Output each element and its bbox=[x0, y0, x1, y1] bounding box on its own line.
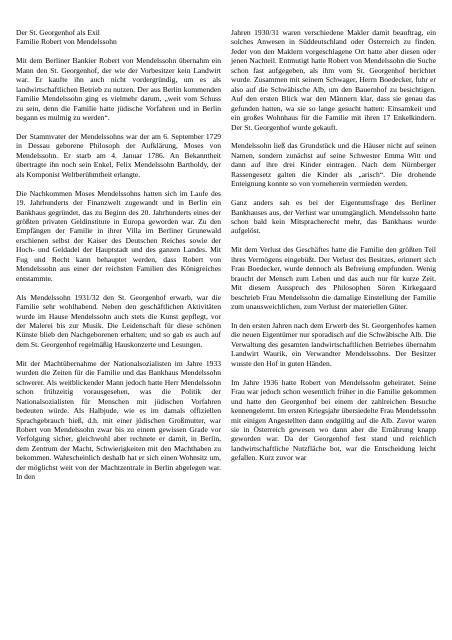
paragraph: Die Nachkommen Moses Mendelssohns hatten sich im Laufe des 19. Jahrhunderts der Finanzwelt zugewandt und in Berlin ein Bankhaus gegründet, das zu Beginn des 20. Jahrhunderts eines der größten privaten Geldinstitute in Europa geworden war. Zu den Empfängen der Familie in ihrer Villa im Berliner Grunewald erschienen selbst der Kaiser des Deutschen Reiches sowie der Hoch- und Geldadel der Hauptstadt und des ganzen Landes. Mit Fug und Recht kann behauptet werden, dass Robert von Mendelssohn aus einer der reichsten Familien des Königreiches entstammte. bbox=[16, 188, 221, 283]
paragraph: Mit dem Verlust des Geschäftes hatte die Familie den größten Teil ihres Vermögens eingebüßt. Der Verlust des Besitzes, erinnert sich Frau Boedecker, wurde dennoch als Befreiung empfunden. Wenig braucht der Mensch zum Leben und das auch nur für kurze Zeit. Mit diesem Ausspruch des Philosophen Sören Kirkegaard beschrieb Frau Mendelssohn die damalige Einstellung der Familie zum unausweichlichen, zum Verlust der materiellen Güter. bbox=[231, 245, 436, 312]
paragraph: Der Stammvater der Mendelssohns war der am 6. September 1729 in Dessau geborene Philosoph der Aufklärung, Moses von Mendelssohn. Er starb am 4. Januar 1786. An Bekanntheit übertragte ihn noch sein Enkel, Felix Mendelssohn Bartholdy, der als Komponist Weltberühmtheit erlangte. bbox=[16, 131, 221, 179]
right-column bbox=[231, 28, 436, 640]
paragraph: Mit der Machtübernahme der Nationalsozialisten im Jahre 1933 wurden die Zeiten für die Familie und das Bankhaus Mendelssohn schwerer. Als weitblickender Mann jedoch hatte Herr Mendelssohn schon frühzeitig vorausgesehen, was die Politik der Nationalsozialisten für Menschen mit jüdischen Vorfahren bedeuten würde. Als Halbjude, wie es im damals offiziellen Sprachgebrauch hieß, d.h. mit einer jüdischen Großmutter, war Robert von Mendelssohn zwar bis zu einem gewissen Grade vor Verfolgung sicher, gleichwohl aber rechnete er damit, in Berlin, dem Zentrum der Macht, Schwierigkeiten mit den Machthaben zu bekommen. Wahrscheinlich deshalb hat er sich einen Wohnsitz um, der möglichst weit von der Machtzentrale in Berlin abgelegen war. In den bbox=[16, 358, 221, 482]
paragraph: Jahren 1930/31 waren verschiedene Makler damit beauftrag, ein solches Anwesen in Süddeutschland oder Österreich zu finden. Jeder von den Maklern vorgeschlagene Ort hatte aber diesen oder jenen Nachteil. Entmutigt hatte Robert von Mendelssohn die Suche schon fast aufgegeben, als ihm vom St. Georgenhof berichtet wurde. Zusammen mit seinem Schwager, Herrn Boedecker, fuhr er also auf die Schwäbische Alb, um den Bauernhof zu besichtigen. Auf den ersten Blick war den Männern klar, dass sie genau das gefunden hatten, wa sie so lange gesucht hatten: Einsamkeit und ein großes Wohnhaus für die Familie mit ihren 17 Enkelkindern. Der St. Georgenhof wurde gekauft. bbox=[231, 28, 436, 132]
article-title: Der St. Georgenhof als Exil bbox=[16, 28, 100, 37]
paragraph: Als Mendelssohn 1931/32 den St. Georgenhof erwarb, war die Familie sehr wohlhabend. Neben den geschäftlichen Aktivitäten wurde im Hause Mendelssohn auch stets die Kunst gepflegt, vor der Malerei bis zur Musik. Die Leidenschaft für diese schönen Künste blieb den Nachgeborenen erhalten; und so gab es auch auf dem St. Georgenhof regelmäßig Hauskonzerte und Lesungen. bbox=[16, 292, 221, 349]
left-column bbox=[16, 28, 221, 640]
article-subtitle: Familie Robert von Mendelssohn bbox=[16, 37, 117, 47]
article-heading bbox=[16, 28, 221, 47]
paragraph: Mendelssohn ließ das Grundstück und die Häuser nicht auf seinen Namen, sondern zunächst auf seine Schwester Emma Witt und dann auf ihre drei Kinder eintragen. Nach dem Nürnberger Rassengesetz galten die Kinder als „arisch“. Die drohende Enteignung konnte so von vorneherein vermieden werden. bbox=[231, 141, 436, 189]
paragraph: Ganz anders sah es bei der Eigentumsfrage des Berliner Bankhauses aus, der Verlust war unumgänglich. Mendelssohn hatte schon bald kein Mitspracherecht mehr, das Bankhaus wurde aufgelöst. bbox=[231, 198, 436, 236]
paragraph: Mit dem Berliner Bankier Robert von Mendelssohn übernahm ein Mann den St. Georgenhof, der wie der Vorbesitzer kein Landwirt war. Er kaufte ihn auch nicht vordergründig, um es als landwirtschaftlichen Betrieb zu nutzen. Der aus Berlin kommenden Familie Mendelssohn ging es vielmehr darum, „weit vom Schuss zu sein, denn die Familie hatte jüdische Vorfahren und in Berlin begann es mulmig zu werden“. bbox=[16, 56, 221, 123]
paragraph: In den ersten Jahren nach dem Erwerb des St. Georgenhofes kamen die neuen Eigentümer nur sporadisch auf die Schwäbische Alb. Die Verwaltung des gesamten landwirtschaftlichen Betriebes übernahm Landwirt Waurik, ein Verwandter Mendelssohns. Der Besitzer wusste den Hof in guten Händen. bbox=[231, 320, 436, 368]
paragraph: Im Jahre 1936 hatte Robert von Mendelssohn geheiratet. Seine Frau war jedoch schon wesentlich früher in die Familie gekommen und hatte den Georgenhof bei einem der zahlreichen Besuche kennengelernt. Im ersten Kriegsjahr übersiedelte Frau Mendelssohn mit einigen Angestellten dann endgültig auf die Alb. Zuvor waren sie in Österreich gewesen wo dann aber die Ernährung knapp geworden war. Da der Georgenhof fest stand und reichlich landwirtschaftliche Nutzfläche bot, war die Entscheidung leicht gefallen. Kurz zuvor war bbox=[231, 377, 436, 463]
